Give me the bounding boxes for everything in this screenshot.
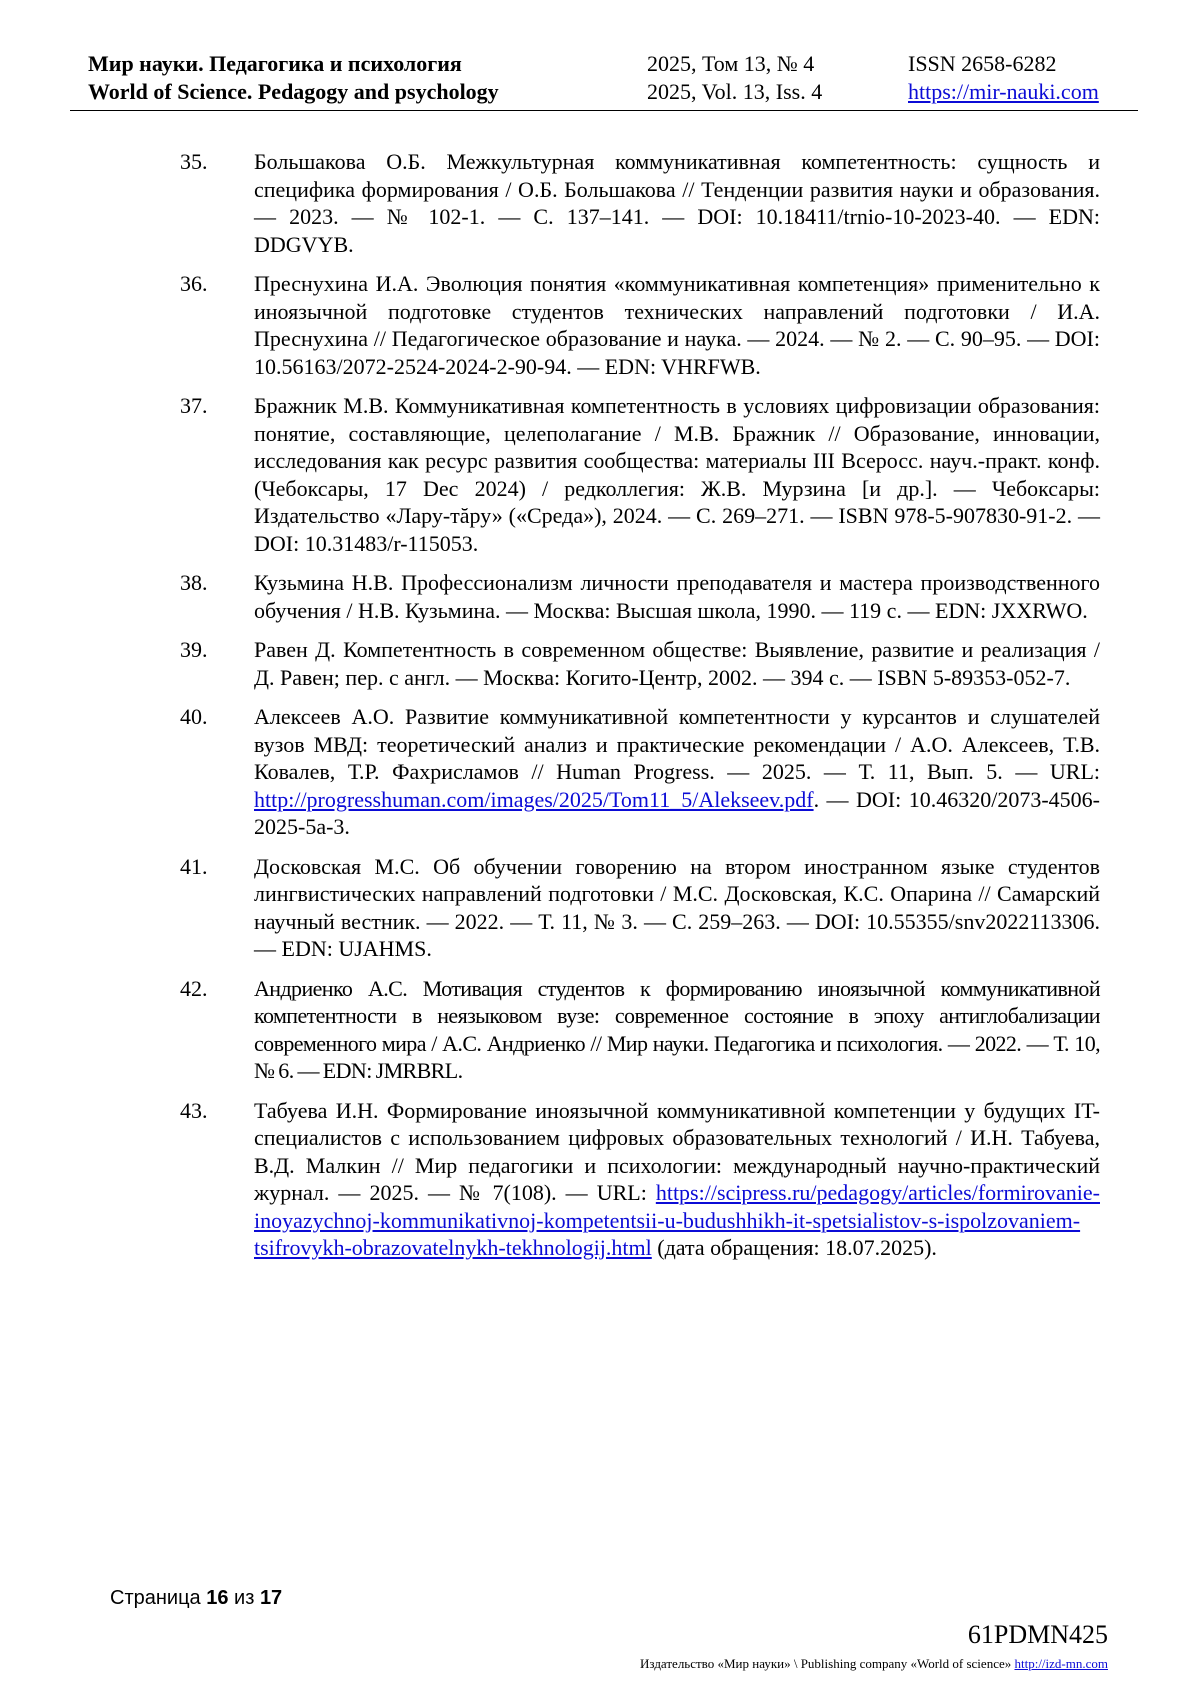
reference-text: Досковская М.С. Об обучении говорению на втором иностранном языке студентов лингвистических направлений подготовки / М.С. Досковская, К.С. Опарина // Самарский научный вестник. — 2022. — Т. 11, № 3. — С. 259–263. — DOI: 10.55355/snv2022113306. — EDN: UJAHMS. xyxy=(254,853,1100,961)
reference-text: Преснухина И.А. Эволюция понятия «коммуникативная компетенция» применительно к иноязычной подготовке студентов технических направлений подготовки / И.А. Преснухина // Педагогическое образование и наука. — 2024. — № 2. — С. 90–95. — DOI: 10.56163/2072-2524-2024-2-90-94. — EDN: VHRFWB. xyxy=(254,271,1100,379)
reference-list xyxy=(180,148,1100,1274)
reference-text: Бражник М.В. Коммуникативная компетентность в условиях цифровизации образования: понятие, составляющие, целеполагание / М.В. Бражник // Образование, инновации, исследования как ресурс развития сообщества: материалы III Всеросс. науч.-практ. конф. (Чебоксары, 17 Dec 2024) / редколлегия: Ж.В. Мурзина [и др.]. — Чебоксары: Издательство «Лару-тăру» («Среда»), 2024. — С. 269–271. — ISBN 978-5-907830-91-2. — DOI: 10.31483/r-115053. xyxy=(254,393,1100,556)
reference-item xyxy=(180,392,1100,557)
journal-title-ru: Мир науки. Педагогика и психология xyxy=(88,51,462,76)
issn: ISSN 2658-6282 xyxy=(908,51,1057,76)
journal-title-en: World of Science. Pedagogy and psychology xyxy=(88,79,499,104)
publisher-text: Издательство «Мир науки» \ Publishing company «World of science» xyxy=(640,1656,1015,1671)
page-label: Страница xyxy=(110,1587,201,1609)
reference-number: 41. xyxy=(180,853,208,879)
reference-item xyxy=(180,270,1100,380)
publisher-link[interactable]: http://izd-mn.com xyxy=(1014,1656,1108,1671)
page-current: 16 xyxy=(206,1587,229,1609)
reference-item xyxy=(180,1097,1100,1262)
reference-number: 35. xyxy=(180,149,208,174)
reference-item xyxy=(180,148,1100,258)
reference-text xyxy=(254,1097,1100,1262)
reference-number: 43. xyxy=(180,1097,208,1123)
header-divider xyxy=(70,110,1138,111)
publisher-line xyxy=(640,1656,1108,1672)
journal-site-link[interactable]: https://mir-nauki.com xyxy=(908,79,1099,104)
reference-url-link[interactable]: http://progresshuman.com/images/2025/Tom11_5/Alekseev.pdf xyxy=(254,786,814,812)
page-total: 17 xyxy=(259,1587,283,1609)
reference-number: 40. xyxy=(180,704,208,729)
article-code: 61PDMN425 xyxy=(967,1620,1108,1649)
reference-text: Кузьмина Н.В. Профессионализм личности преподавателя и мастера производственного обучения / Н.В. Кузьмина. — Москва: Высшая школа, 1990. — 119 с. — EDN: JXXRWO. xyxy=(254,570,1100,623)
reference-number: 39. xyxy=(180,637,208,662)
reference-item xyxy=(180,703,1100,841)
reference-text: Андриенко А.С. Мотивация студентов к формированию иноязычной коммуникативной компетентности в неязыковом вузе: современное состояние в эпоху антиглобализации современного мира / А.С. Андриенко // Мир науки. Педагогика и психология. — 2022. — Т. 10, № 6. — EDN: JMRBRL. xyxy=(254,975,1100,1083)
page-number xyxy=(110,1587,282,1610)
reference-text-after: . — DOI: 10.46320/2073-4506-2025-5a-3. xyxy=(254,786,1100,839)
issue-en: 2025, Vol. 13, Iss. 4 xyxy=(647,79,823,104)
reference-url-link[interactable]: https://scipress.ru/pedagogy/articles/formirovanie-inoyazychnoj-kommunikativnoj-kompetentsii-u-budushhikh-it-spetsialistov-s-ispolzovaniem-tsifrovykh-obrazovatelnykh-tekhnologij.html xyxy=(254,1180,1100,1260)
issue-ru: 2025, Том 13, № 4 xyxy=(647,51,815,76)
reference-number: 42. xyxy=(180,975,208,1001)
reference-number: 38. xyxy=(180,570,208,595)
page-header xyxy=(70,50,1138,106)
reference-text-before: Алексеев А.О. Развитие коммуникативной компетентности у курсантов и слушателей вузов МВД: теоретический анализ и практические рекомендации / А.О. Алексеев, Т.В. Ковалев, Т.Р. Фахрисламов // Human Progress. — 2025. — Т. 11, Вып. 5. — URL: xyxy=(254,704,1100,784)
reference-number: 37. xyxy=(180,393,208,418)
reference-item xyxy=(180,569,1100,624)
reference-text-after: (дата обращения: 18.07.2025). xyxy=(651,1235,937,1260)
reference-text: Большакова О.Б. Межкультурная коммуникативная компетентность: сущность и специфика формирования / О.Б. Большакова // Тенденции развития науки и образования. — 2023. — № 102-1. — С. 137–141. — DOI: 10.18411/trnio-10-2023-40. — EDN: DDGVYB. xyxy=(254,149,1100,257)
reference-item xyxy=(180,853,1100,963)
reference-text-before: Табуева И.Н. Формирование иноязычной коммуникативной компетенции у будущих IT-специалистов с использованием цифровых образовательных технологий / И.Н. Табуева, В.Д. Малкин // Мир педагогики и психологии: международный научно-практический журнал. — 2025. — № 7(108). — URL: xyxy=(254,1097,1100,1205)
reference-item xyxy=(180,975,1100,1085)
reference-item xyxy=(180,636,1100,691)
reference-number: 36. xyxy=(180,271,208,296)
reference-text xyxy=(254,703,1100,841)
page-of: из xyxy=(234,1587,255,1609)
reference-text: Равен Д. Компетентность в современном обществе: Выявление, развитие и реализация / Д. Равен; пер. с англ. — Москва: Когито-Центр, 2002. — 394 с. — ISBN 5-89353-052-7. xyxy=(254,637,1100,690)
